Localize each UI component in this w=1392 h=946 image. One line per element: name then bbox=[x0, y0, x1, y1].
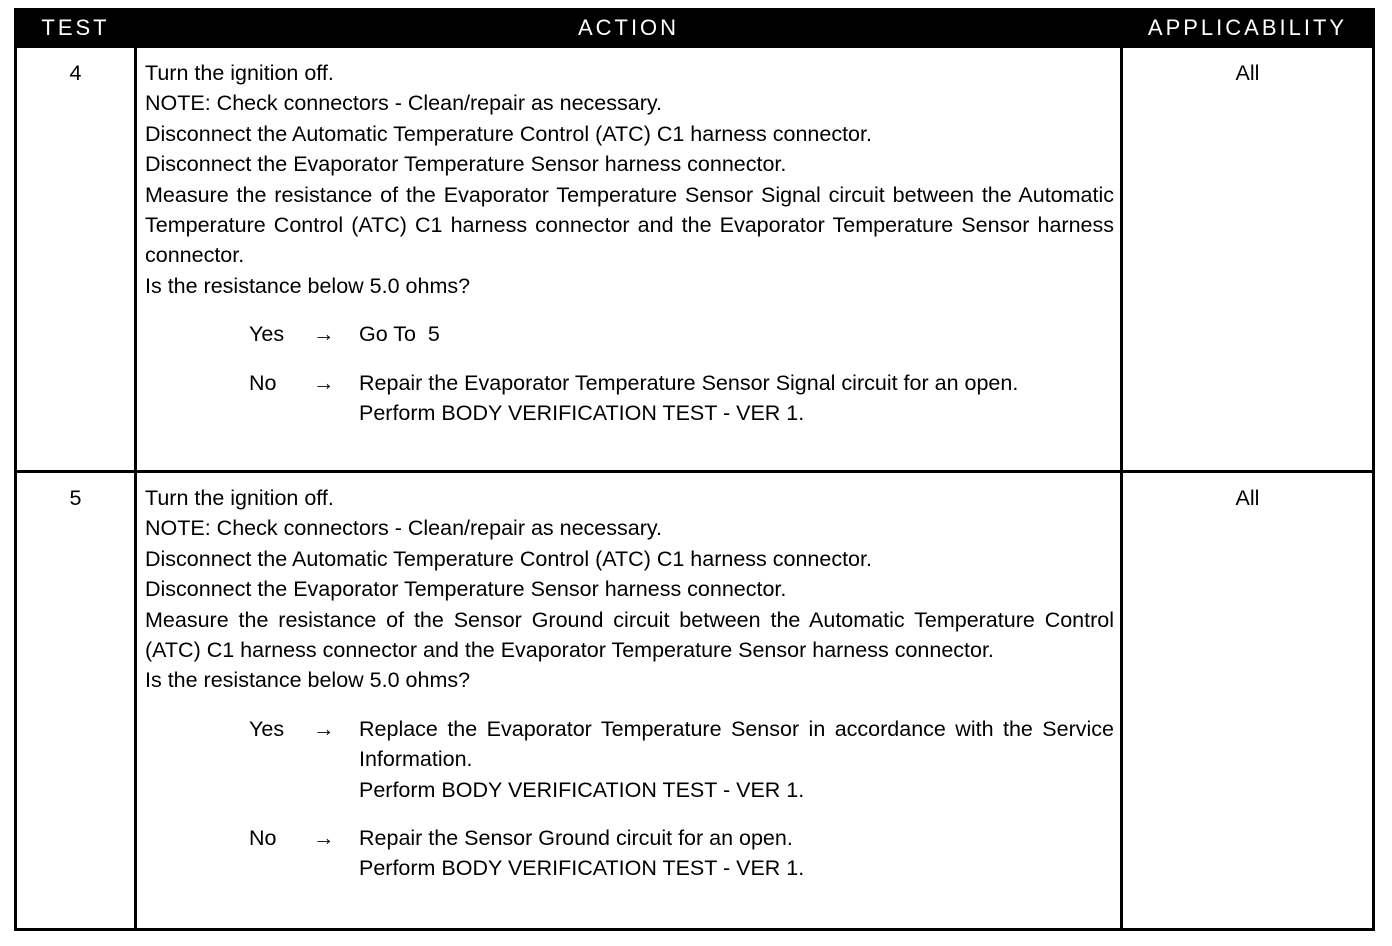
result-line: Repair the Sensor Ground circuit for an open. bbox=[359, 826, 793, 851]
outcome-result bbox=[359, 368, 1114, 429]
action-cell bbox=[136, 47, 1122, 472]
action-step: Measure the resistance of the Evaporator Temperature Sensor Signal circuit between the Automatic Temperature Control (ATC) C1 harness connector and the Evaporator Temperature Sensor harness connector. bbox=[145, 182, 1114, 268]
outcome-yes bbox=[145, 319, 1114, 349]
answer-label: Yes bbox=[249, 322, 285, 347]
result-line: Perform BODY VERIFICATION TEST - VER 1. bbox=[359, 856, 805, 881]
header-test: TEST bbox=[16, 10, 136, 47]
diagnostic-test-table bbox=[14, 8, 1375, 931]
result-line: Replace the Evaporator Temperature Sensor in accordance with the Service Information. bbox=[359, 716, 1114, 772]
answer-label: No bbox=[249, 370, 277, 395]
action-note: NOTE: Check connectors - Clean/repair as necessary. bbox=[145, 91, 662, 116]
applicability-value: All bbox=[1122, 47, 1374, 472]
action-cell bbox=[136, 472, 1122, 930]
outcome-yes bbox=[145, 714, 1114, 805]
right-arrow-icon: → bbox=[313, 370, 335, 395]
outcome-no bbox=[145, 368, 1114, 429]
test-number: 5 bbox=[16, 472, 136, 930]
right-arrow-icon: → bbox=[313, 716, 335, 741]
action-question: Is the resistance below 5.0 ohms? bbox=[145, 273, 471, 298]
diagnostic-page bbox=[14, 8, 1372, 934]
outcome-result bbox=[359, 714, 1114, 805]
result-line: Perform BODY VERIFICATION TEST - VER 1. bbox=[359, 401, 805, 426]
action-question: Is the resistance below 5.0 ohms? bbox=[145, 668, 471, 693]
result-line: Repair the Evaporator Temperature Sensor Signal circuit for an open. bbox=[359, 370, 1019, 395]
action-step: Measure the resistance of the Sensor Ground circuit between the Automatic Temperature Control (ATC) C1 harness connector and the Evaporator Temperature Sensor harness connector. bbox=[145, 607, 1114, 663]
action-note: NOTE: Check connectors - Clean/repair as necessary. bbox=[145, 516, 662, 541]
answer-label: No bbox=[249, 826, 277, 851]
action-step: Turn the ignition off. bbox=[145, 486, 334, 510]
outcome-list bbox=[145, 319, 1114, 428]
action-step: Disconnect the Automatic Temperature Control (ATC) C1 harness connector. bbox=[145, 121, 872, 146]
action-step: Disconnect the Evaporator Temperature Sensor harness connector. bbox=[145, 577, 787, 602]
header-applicability: APPLICABILITY bbox=[1122, 10, 1374, 47]
test-number: 4 bbox=[16, 47, 136, 472]
result-line: Perform BODY VERIFICATION TEST - VER 1. bbox=[359, 777, 805, 802]
right-arrow-icon: → bbox=[313, 826, 335, 851]
goto-step-link[interactable]: Go To 5 bbox=[359, 322, 440, 347]
action-step: Disconnect the Automatic Temperature Control (ATC) C1 harness connector. bbox=[145, 546, 872, 571]
table-row bbox=[16, 472, 1374, 930]
action-step: Turn the ignition off. bbox=[145, 61, 334, 85]
outcome-no bbox=[145, 823, 1114, 884]
outcome-list bbox=[145, 714, 1114, 884]
outcome-result bbox=[359, 823, 1114, 884]
header-action: ACTION bbox=[136, 10, 1122, 47]
table-header-row bbox=[16, 10, 1374, 47]
outcome-result bbox=[359, 319, 1114, 349]
applicability-value: All bbox=[1122, 472, 1374, 930]
table-row bbox=[16, 47, 1374, 472]
action-step: Disconnect the Evaporator Temperature Sensor harness connector. bbox=[145, 152, 787, 177]
right-arrow-icon: → bbox=[313, 322, 335, 347]
answer-label: Yes bbox=[249, 716, 285, 741]
